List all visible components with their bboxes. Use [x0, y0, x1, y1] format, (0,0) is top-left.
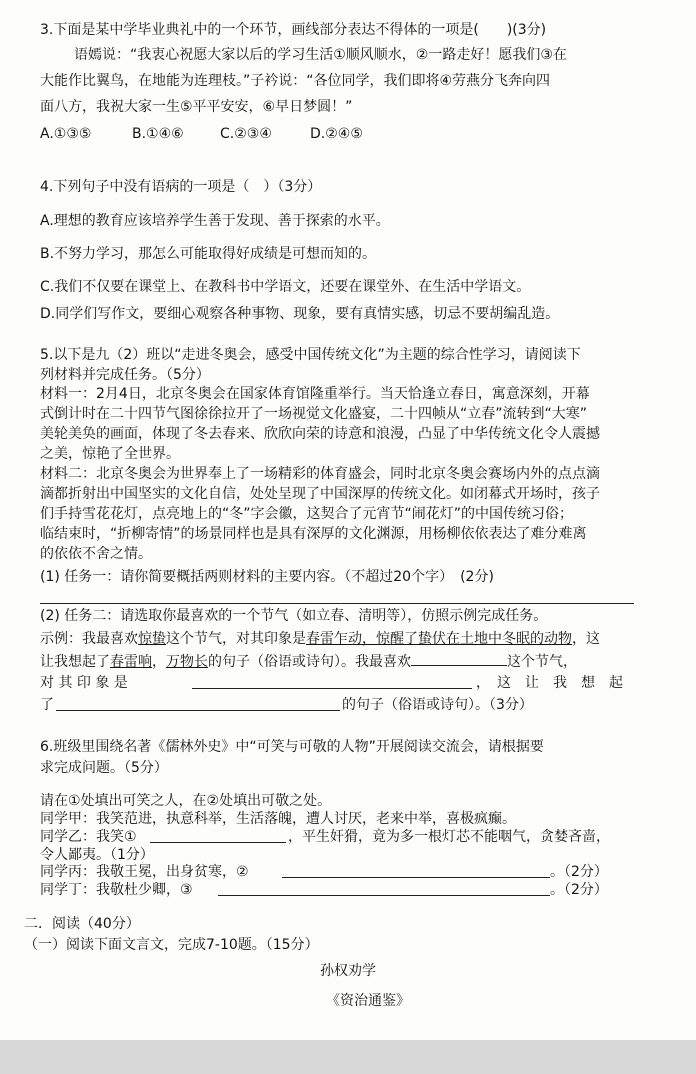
q5-material-1-line-1: 材料一：2月4日，北京冬奥会在国家体育馆隆重举行。当天恰逢立春日，寓意深刻，开幕 [40, 386, 590, 402]
q5-material-2-line-5: 的依依不舍之情。 [40, 546, 152, 562]
q4-option-a: A.理想的教育应该培养学生善于发现、善于探索的水平。 [40, 213, 390, 229]
example-impression: 春雷乍动，惊醒了蛰伏在土地中冬眠的动物 [306, 631, 572, 647]
q5-material-1-line-2: 式倒计时在二十四节气图徐徐拉开了一场视觉文化盛宴，二十四帧从“立春”流转到“大寒” [40, 406, 588, 422]
q5-material-2-line-3: 们手持雪花花灯，点亮地上的“冬”字会徽，这契合了元宵节“闹花灯”的中国传统习俗； [40, 506, 574, 522]
section-heading: 二．阅读（40分） [24, 916, 140, 932]
q4-option-c: C.我们不仅要在课堂上、在教科书中学语文，还要在课堂外、在生活中学语文。 [40, 279, 531, 295]
q6-blank-1[interactable] [150, 842, 286, 843]
example-text-e: ，这 [572, 631, 600, 647]
page-bottom-border [0, 1040, 696, 1074]
q5-material-2-line-1: 材料二：北京冬奥会为世界奉上了一场精彩的体育盛会，同时北京冬奥会赛场内外的点点滴 [40, 466, 600, 482]
q3-passage-line-3: 面八方，我祝大家一生⑤平平安安，⑥早日梦圆！” [40, 99, 353, 115]
fill-saying-end: 的句子（俗语或诗句）。（3分） [342, 697, 533, 713]
q3-stem: 3.下面是某中学毕业典礼中的一个环节，画线部分表达不得体的一项是( )(3分) [40, 22, 547, 38]
q6-blank-2[interactable] [282, 877, 550, 878]
q6-instruction: 请在①处填出可笑之人，在②处填出可敬之处。 [40, 793, 332, 809]
q3-option-b: B.①④⑥ [132, 126, 184, 142]
passage-title: 孙权劝学 [320, 963, 376, 979]
q5-stem-line-2: 列材料并完成任务。（5分） [40, 367, 210, 383]
q4-stem: 4.下列句子中没有语病的一项是（ ）（3分） [40, 179, 322, 195]
q5-task-1-answer-line[interactable] [40, 603, 634, 604]
q5-material-2-line-2: 滴都折射出中国坚实的文化自信，处处呈现了中国深厚的传统文化。如闭幕式开场时，孩子 [40, 486, 600, 502]
q5-task-1: (1) 任务一：请你简要概括两则材料的主要内容。（不超过20个字） (2分) [40, 569, 494, 585]
q6-student-ding: 同学丁：我敬杜少卿，③ [40, 882, 193, 898]
saying-blank[interactable] [56, 710, 340, 711]
q3-passage-line-1: 语嫣说：“我衷心祝愿大家以后的学习生活①顺风顺水，②一路走好！愿我们③在 [74, 47, 567, 63]
q5-fill-line-1 [40, 673, 128, 693]
q5-example-line-2 [40, 651, 577, 672]
q6-student-ding-score: 。（2分） [550, 882, 608, 898]
q6-student-yi-cont: ，平生奸猾，竟为多一根灯芯不能咽气，贪婪吝啬， [288, 829, 610, 845]
q5-stem-line-1: 5.以下是九（2）班以“走进冬奥会，感受中国传统文化”为主题的综合性学习，请阅读下 [40, 347, 581, 363]
q6-stem-line-1: 6.班级里围绕名著《儒林外史》中“可笑与可敬的人物”开展阅读交流会，请根据要 [40, 739, 544, 755]
q5-material-1-line-3: 美轮美奂的画面，体现了冬去春来、欣欣向荣的诗意和浪漫，凸显了中华传统文化令人震撼 [40, 426, 600, 442]
example-comma: ， [152, 654, 166, 670]
q5-example-line-1 [40, 629, 600, 649]
q6-blank-3[interactable] [218, 895, 550, 896]
example-saying-1: 春雷响 [110, 654, 152, 670]
section-subheading: （一）阅读下面文言文，完成7-10题。（15分） [24, 937, 319, 953]
q3-option-c: C.②③④ [220, 126, 272, 142]
impression-blank[interactable] [192, 688, 472, 689]
fill-impression-label: 对 其 印 象 是 [40, 675, 128, 691]
example-term: 惊蛰 [138, 631, 166, 647]
q6-student-yi-line-2: 令人鄙夷。（1分） [40, 847, 154, 863]
q3-option-a: A.①③⑤ [40, 126, 92, 142]
q6-stem-line-2: 求完成问题。（5分） [40, 760, 168, 776]
fill-le-label: 了 [40, 697, 54, 713]
q4-option-b: B.不努力学习，那怎么可能取得好成绩是可想而知的。 [40, 246, 377, 262]
q3-passage-line-2: 大能作比翼鸟，在地能为连理枝。”子衿说：“各位同学，我们即将④劳燕分飞奔向四 [40, 73, 551, 89]
example-text-a: 示例：我最喜欢 [40, 631, 138, 647]
example-text-f: 让我想起了 [40, 654, 110, 670]
example-text-h: 这个节气， [507, 654, 577, 670]
q6-student-bing: 同学丙：我敬王冕，出身贫寒，② [40, 864, 249, 880]
example-text-g: 的句子（俗语或诗句）。我最喜欢 [208, 654, 411, 670]
q4-option-d: D.同学们写作文，要细心观察各种事物、现象，要有真情实感，切忌不要胡编乱造。 [40, 306, 560, 322]
q6-student-bing-score: 。（2分） [550, 864, 608, 880]
q5-material-2-line-4: 临结束时，“折柳寄情”的场景同样也是具有深厚的文化渊源，用杨柳依依表达了难分难离 [40, 526, 587, 542]
q6-student-yi: 同学乙：我笑① [40, 829, 137, 845]
q5-material-1-line-4: 之美，惊艳了全世界。 [40, 446, 180, 462]
fill-remind-label: ， 这 让 我 想 起 [476, 675, 623, 691]
example-saying-2: 万物长 [166, 654, 208, 670]
q5-task-2: (2) 任务二：请选取你最喜欢的一个节气（如立春、清明等），仿照示例完成任务。 [40, 608, 548, 624]
passage-source: 《资治通鉴》 [326, 993, 410, 1009]
favorite-term-blank[interactable] [411, 651, 507, 666]
q3-option-d: D.②④⑤ [310, 126, 363, 142]
example-text-c: 这个节气，对其印象是 [166, 631, 306, 647]
q6-student-jia: 同学甲：我笑范进，执意科举，生活落魄，遭人讨厌，老来中举，喜极疯癫。 [40, 811, 516, 827]
